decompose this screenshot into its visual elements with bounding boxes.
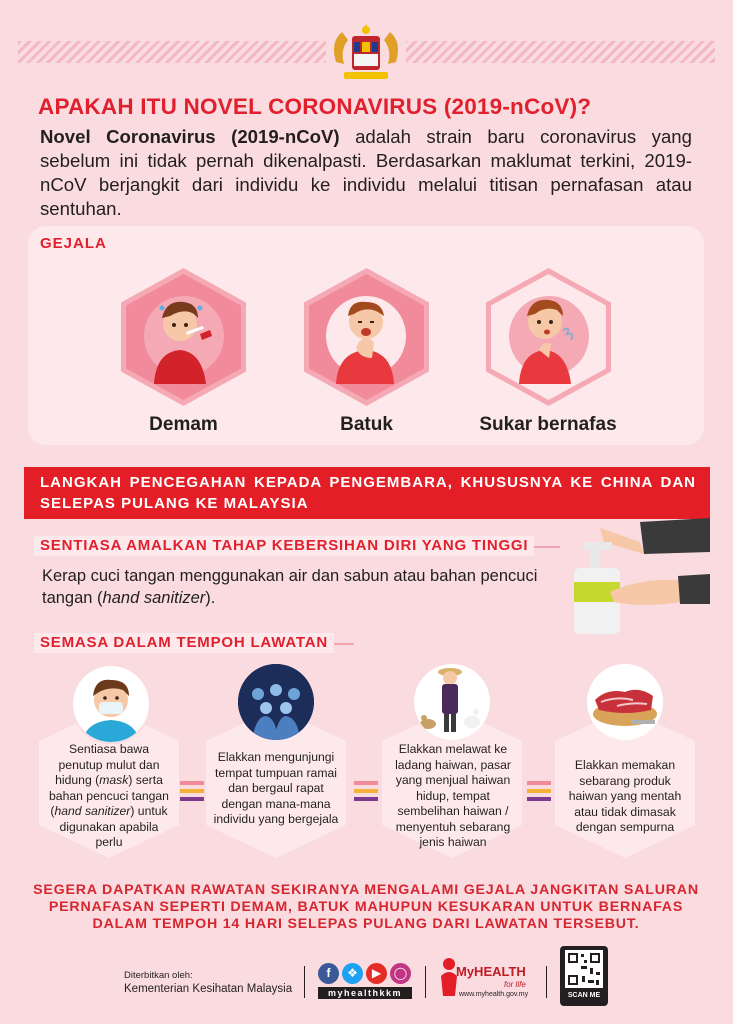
youtube-icon[interactable]: ▶ [366,963,387,984]
fever-person-icon [140,288,228,389]
intro-paragraph [40,125,692,221]
myhealth-url: www.myhealth.gov.my [459,991,529,998]
symptom-label-breathing: Sukar bernafas [479,414,617,435]
hygiene-text-italic: hand sanitizer [102,589,206,607]
hand-sanitizer-icon [570,518,710,641]
visit-text-crowd: Elakkan mengunjungi tempat tumpuan ramai dan bergaul rapat dengan mana-mana individu yang bergejala [213,750,339,826]
page-title: APAKAH ITU NOVEL CORONAVIRUS (2019-nCoV)? [38,94,592,119]
hex-connector [354,781,378,805]
masked-person-icon [71,664,151,744]
publisher-name: Kementerian Kesihatan Malaysia [124,983,293,995]
crowd-icon [238,664,314,740]
qr-code[interactable] [560,946,608,1006]
visit-text-mask-italic: hand sanitizer [54,804,131,818]
instagram-icon[interactable]: ◯ [390,963,411,984]
intro-bold: Novel Coronavirus (2019-nCoV) [40,126,340,147]
visit-text-mask-italic: mask [99,773,129,787]
symptom-label-fever: Demam [149,414,218,435]
footer-separator [546,966,547,998]
twitter-icon[interactable]: ❖ [342,963,363,984]
social-handle: myhealthkkm [318,987,412,999]
published-by-label: Diterbitkan oleh: [124,970,193,981]
symptoms-title: GEJALA [40,235,107,252]
treatment-warning: SEGERA DAPATKAN RAWATAN SEKIRANYA MENGALAMI GEJALA JANGKITAN SALURAN PERNAFASAN SEPERTI DEMAM, BATUK MAHUPUN KESUKARAN UNTUK BERNAFAS DALAM TEMPOH 14 HARI SELEPAS PULANG DARI LAWATAN TERSEBUT. [33,882,699,932]
cough-person-icon [322,288,410,389]
visit-text-mask [46,742,172,851]
hygiene-text [42,565,542,609]
hygiene-text-end: ). [205,589,216,607]
symptom-label-cough: Batuk [340,414,393,435]
visit-text-mask-part: ) untuk digunakan apabila perlu [59,804,168,849]
hex-connector [527,781,551,805]
footer-separator [425,966,426,998]
hex-connector [180,781,204,805]
prevention-banner-text: LANGKAH PENCEGAHAN KEPADA PENGEMBARA, KHUSUSNYA KE CHINA DAN SELEPAS PULANG KE MALAYSIA [40,474,696,512]
raw-meat-icon [587,664,663,740]
visit-title: SEMASA DALAM TEMPOH LAWATAN [34,633,334,653]
footer-separator [304,966,305,998]
intro-text: adalah strain baru coronavirus yang sebelum ini tidak pernah dikenalpasti. Berdasarkan maklumat terkini, 2019-nCoV berjangkit dari individu ke individu melalui titisan pernafasan atau sentuhan. [40,126,692,219]
breathing-difficulty-person-icon [505,288,593,389]
visit-text-mask-part: Sentiasa bawa penutup mulut dan hidung ( [55,742,160,787]
visit-text-mask-part: ) serta bahan pencuci tangan ( [49,773,169,818]
scan-me-label: SCAN ME [567,992,601,999]
visit-text-animals: Elakkan melawat ke ladang haiwan, pasar yang menjual haiwan hidup, tempat sembelihan haiwan / menyentuh sebarang jenis haiwan [395,742,511,849]
jata-negara-crest [326,22,406,84]
facebook-icon[interactable]: f [318,963,339,984]
myhealth-tagline: for life [504,980,526,989]
hygiene-text-main: Kerap cuci tangan menggunakan air dan sabun atau bahan pencuci tangan ( [42,567,538,607]
hygiene-title: SENTIASA AMALKAN TAHAP KEBERSIHAN DIRI YANG TINGGI [34,536,534,556]
visit-text-meat: Elakkan memakan sebarang produk haiwan yang mentah atau tidak dimasak dengan sempurna [568,758,682,834]
myhealth-brand: MyHEALTH [456,964,526,979]
farmer-animals-icon [414,664,490,740]
